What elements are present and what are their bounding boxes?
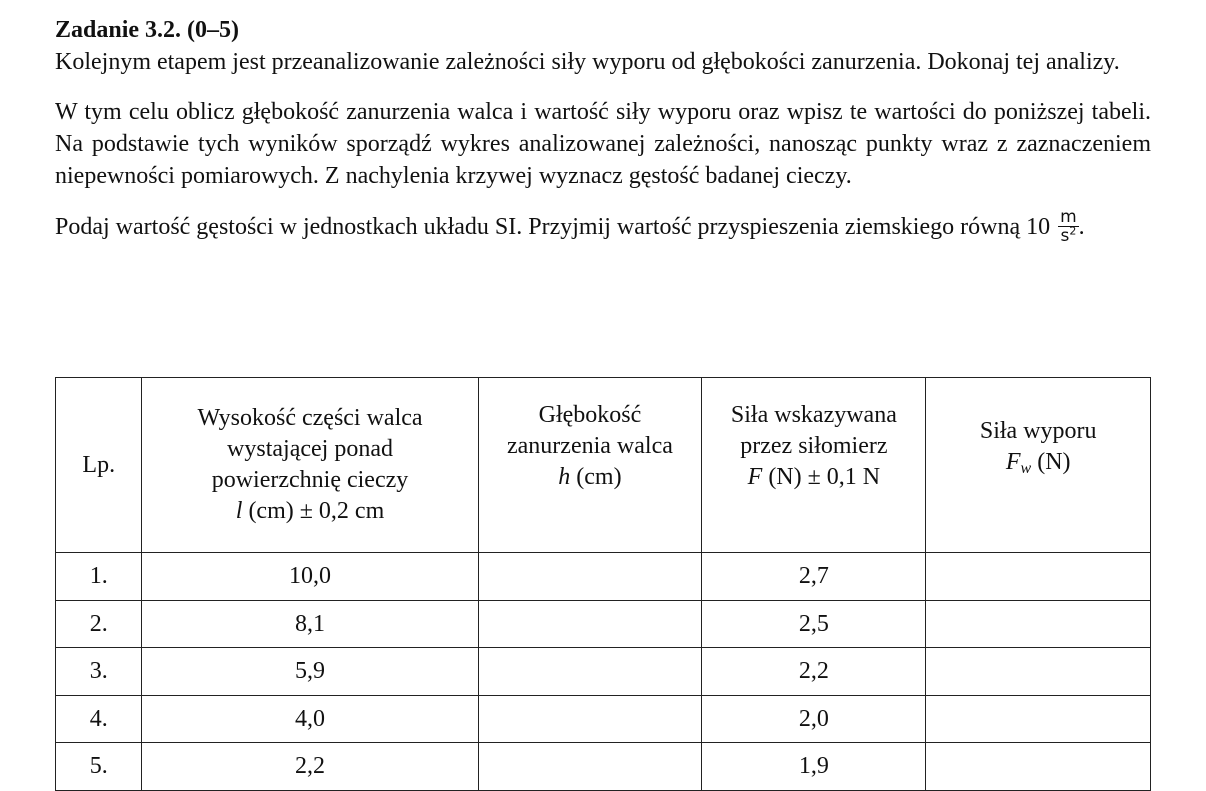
unit-denominator-exponent: 2	[1069, 224, 1077, 238]
table-row	[56, 743, 1151, 791]
cell-l: 2,2	[142, 743, 478, 791]
unit-denominator-base: s	[1060, 226, 1070, 246]
header-fw-line1: Siła wyporu	[979, 418, 1097, 444]
cell-f: 2,5	[702, 600, 926, 648]
cell-fw[interactable]	[926, 695, 1151, 743]
header-l-line3: powierzchnię cieczy	[211, 467, 409, 493]
cell-f: 2,7	[702, 553, 926, 601]
task-instructions: W tym celu oblicz głębokość zanurzenia walca i wartość siły wyporu oraz wpisz te wartości do poniższej tabeli. Na podstawie tych wyników sporządź wykres analizowanej zależności, nanosząc punkty wraz z zaznaczeniem niepewności pomiarowych. Z nachylenia krzywej wyznacz gęstość badanej cieczy.	[55, 99, 1151, 189]
header-lp: Lp.	[56, 378, 142, 553]
header-h-line3	[479, 462, 702, 493]
task-intro: Kolejnym etapem jest przeanalizowanie zależności siły wyporu od głębokości zanurzenia. Dokonaj tej analizy.	[55, 49, 1120, 75]
table-row	[56, 600, 1151, 648]
cell-lp: 4.	[56, 695, 142, 743]
header-buoyant-force	[926, 378, 1151, 553]
cell-lp: 3.	[56, 648, 142, 696]
cell-h[interactable]	[478, 553, 702, 601]
header-fw-symbol: F	[1005, 449, 1021, 475]
header-l-line4	[142, 496, 477, 527]
cell-lp: 5.	[56, 743, 142, 791]
header-f-symbol: F	[747, 464, 763, 490]
task-title: Zadanie 3.2. (0–5)	[55, 17, 240, 43]
units-note-end: .	[1078, 214, 1085, 241]
table-header-row	[56, 378, 1151, 553]
header-immersion-depth	[478, 378, 702, 553]
header-h-symbol: h	[558, 464, 571, 490]
cell-l: 5,9	[142, 648, 478, 696]
header-fw-line2	[926, 447, 1150, 484]
task-units-note	[55, 207, 1151, 247]
header-l-line2: wystającej ponad	[227, 436, 393, 462]
table-row	[56, 553, 1151, 601]
cell-h[interactable]	[478, 600, 702, 648]
cell-f: 2,2	[702, 648, 926, 696]
acceleration-unit-fraction	[1058, 208, 1079, 245]
table-row	[56, 695, 1151, 743]
cell-lp: 1.	[56, 553, 142, 601]
cell-f: 1,9	[702, 743, 926, 791]
cell-fw[interactable]	[926, 553, 1151, 601]
header-f-line3	[702, 462, 925, 493]
header-fw-unit: (N)	[1031, 449, 1071, 475]
header-l-unit: (cm) ± 0,2 cm	[242, 498, 385, 524]
task-content	[55, 14, 1151, 247]
header-f-line2: przez siłomierz	[740, 433, 888, 459]
cell-fw[interactable]	[926, 648, 1151, 696]
header-h-line1: Głębokość	[538, 402, 642, 428]
header-height-above-surface	[142, 378, 478, 553]
unit-numerator: m	[1060, 207, 1077, 227]
units-note-text: Podaj wartość gęstości w jednostkach układu SI. Przyjmij wartość przyspieszenia ziemskiego równą 10	[55, 214, 1051, 241]
cell-l: 10,0	[142, 553, 478, 601]
cell-lp: 2.	[56, 600, 142, 648]
header-f-unit: (N) ± 0,1 N	[762, 464, 881, 490]
cell-h[interactable]	[478, 648, 702, 696]
header-h-line2: zanurzenia walca	[507, 433, 673, 459]
table-row	[56, 648, 1151, 696]
cell-fw[interactable]	[926, 600, 1151, 648]
header-f-line1: Siła wskazywana	[730, 402, 897, 428]
cell-h[interactable]	[478, 743, 702, 791]
cell-l: 8,1	[142, 600, 478, 648]
header-force-meter	[702, 378, 926, 553]
header-h-unit: (cm)	[570, 464, 622, 490]
header-fw-subscript: w	[1020, 460, 1032, 477]
measurement-table	[55, 377, 1151, 791]
cell-h[interactable]	[478, 695, 702, 743]
cell-f: 2,0	[702, 695, 926, 743]
header-l-symbol: l	[235, 498, 243, 524]
cell-fw[interactable]	[926, 743, 1151, 791]
cell-l: 4,0	[142, 695, 478, 743]
unit-denominator	[1058, 224, 1079, 246]
header-l-line1: Wysokość części walca	[197, 405, 423, 431]
